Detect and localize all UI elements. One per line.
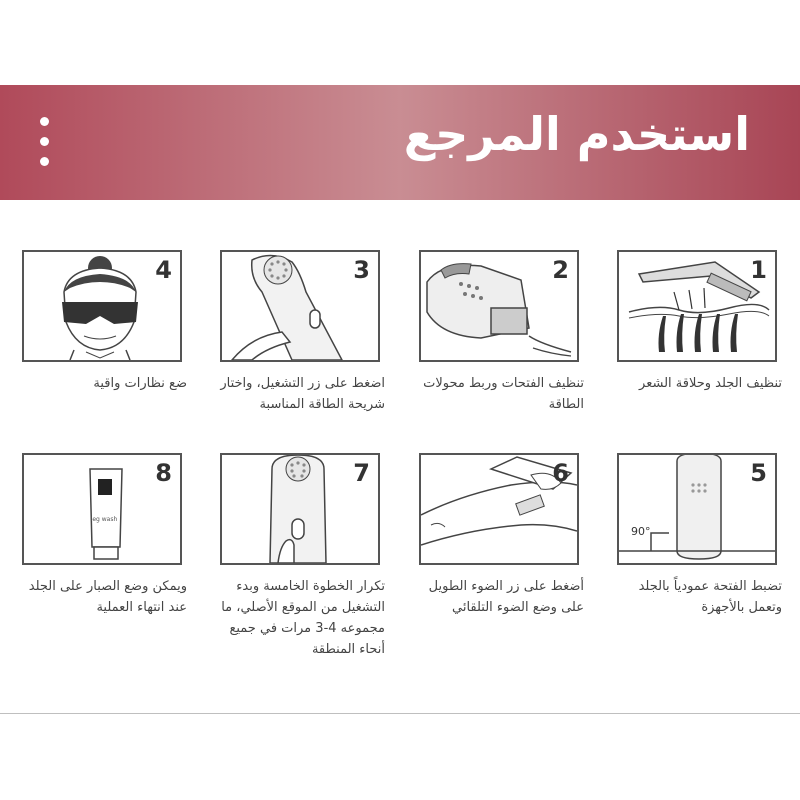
step-7-panel (220, 453, 380, 565)
step-5-caption: تضبط الفتحة عمودياً بالجلد وتعمل بالأجهزة (638, 579, 782, 615)
step-number: 7 (353, 459, 370, 487)
step-2-panel (419, 250, 579, 362)
step-7-caption: تكرار الخطوة الخامسة وبدء التشغيل من الموقع الأصلي، ما مجموعه 4-3 مرات في جميع أنحاء المنطقة (221, 579, 385, 657)
step-6-panel (419, 453, 579, 565)
step-8-panel (22, 453, 182, 565)
step-number: 8 (155, 459, 172, 487)
step-number: 5 (750, 459, 767, 487)
step-8-caption: ويمكن وضع الصبار على الجلد عند انتهاء العملية (28, 579, 187, 615)
bottom-divider (0, 713, 800, 714)
step-5-panel (617, 453, 777, 565)
angle-label: 90° (631, 525, 651, 538)
header-banner (0, 85, 800, 200)
step-number: 1 (750, 256, 767, 284)
step-1-panel (617, 250, 777, 362)
step-number: 4 (155, 256, 172, 284)
step-number: 2 (552, 256, 569, 284)
step-2-caption: تنظيف الفتحات وربط محولات الطاقة (423, 376, 584, 412)
page-title: استخدم المرجع (403, 107, 750, 161)
menu-dots-icon[interactable] (38, 115, 52, 175)
step-4-caption: ضع نظارات واقية (93, 376, 187, 391)
step-3-panel (220, 250, 380, 362)
step-number: 3 (353, 256, 370, 284)
step-6-caption: أضغط على زر الضوء الطويل على وضع الضوء التلقائي (428, 579, 584, 615)
step-number: 6 (552, 459, 569, 487)
tube-label: leg wash (90, 516, 118, 523)
step-4-panel (22, 250, 182, 362)
step-1-caption: تنظيف الجلد وحلاقة الشعر (639, 376, 782, 391)
step-3-caption: اضغط على زر التشغيل، واختار شريحة الطاقة المناسبة (220, 376, 385, 412)
